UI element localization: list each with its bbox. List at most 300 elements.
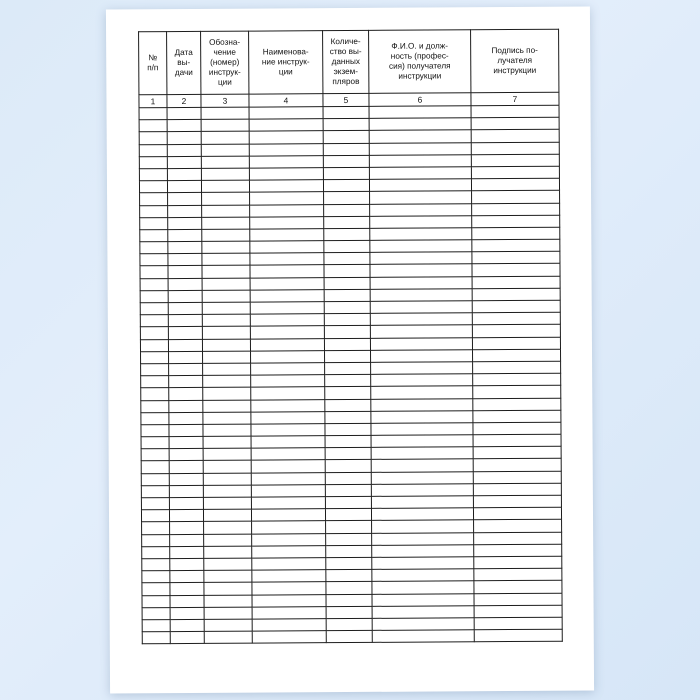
table-cell[interactable] bbox=[141, 498, 169, 510]
table-cell[interactable] bbox=[369, 130, 471, 143]
table-cell[interactable] bbox=[473, 398, 561, 411]
table-cell[interactable] bbox=[141, 510, 169, 522]
table-cell[interactable] bbox=[474, 629, 562, 642]
table-cell[interactable] bbox=[474, 520, 562, 533]
table-cell[interactable] bbox=[473, 507, 561, 520]
table-cell[interactable] bbox=[471, 154, 559, 167]
table-cell[interactable] bbox=[370, 191, 472, 204]
table-cell[interactable] bbox=[202, 278, 250, 290]
table-cell[interactable] bbox=[201, 156, 249, 168]
table-cell[interactable] bbox=[251, 350, 325, 363]
table-cell[interactable] bbox=[142, 632, 170, 644]
table-cell[interactable] bbox=[369, 142, 471, 155]
table-cell[interactable] bbox=[251, 460, 325, 473]
table-cell[interactable] bbox=[168, 266, 202, 278]
table-cell[interactable] bbox=[201, 144, 249, 156]
table-cell[interactable] bbox=[139, 181, 167, 193]
table-cell[interactable] bbox=[169, 424, 203, 436]
table-cell[interactable] bbox=[324, 265, 370, 277]
table-cell[interactable] bbox=[371, 423, 473, 436]
table-cell[interactable] bbox=[202, 229, 250, 241]
table-cell[interactable] bbox=[168, 315, 202, 327]
table-cell[interactable] bbox=[168, 254, 202, 266]
table-cell[interactable] bbox=[372, 520, 474, 533]
table-cell[interactable] bbox=[371, 435, 473, 448]
table-cell[interactable] bbox=[324, 204, 370, 216]
table-cell[interactable] bbox=[203, 400, 251, 412]
table-cell[interactable] bbox=[250, 192, 324, 205]
table-cell[interactable] bbox=[204, 534, 252, 546]
table-cell[interactable] bbox=[141, 364, 169, 376]
table-cell[interactable] bbox=[326, 557, 372, 569]
table-cell[interactable] bbox=[474, 581, 562, 594]
table-cell[interactable] bbox=[202, 302, 250, 314]
table-cell[interactable] bbox=[141, 473, 169, 485]
table-cell[interactable] bbox=[250, 204, 324, 217]
table-cell[interactable] bbox=[371, 471, 473, 484]
table-cell[interactable] bbox=[472, 349, 560, 362]
table-cell[interactable] bbox=[474, 544, 562, 557]
table-cell[interactable] bbox=[252, 606, 326, 619]
table-cell[interactable] bbox=[203, 497, 251, 509]
table-cell[interactable] bbox=[324, 301, 370, 313]
table-cell[interactable] bbox=[326, 618, 372, 630]
table-cell[interactable] bbox=[370, 240, 472, 253]
table-cell[interactable] bbox=[170, 631, 204, 643]
table-cell[interactable] bbox=[202, 326, 250, 338]
table-cell[interactable] bbox=[204, 546, 252, 558]
table-cell[interactable] bbox=[371, 350, 473, 363]
table-cell[interactable] bbox=[472, 239, 560, 252]
table-cell[interactable] bbox=[141, 388, 169, 400]
table-cell[interactable] bbox=[169, 461, 203, 473]
table-cell[interactable] bbox=[325, 496, 371, 508]
table-cell[interactable] bbox=[250, 265, 324, 278]
table-cell[interactable] bbox=[203, 448, 251, 460]
table-cell[interactable] bbox=[203, 387, 251, 399]
table-cell[interactable] bbox=[324, 338, 370, 350]
table-cell[interactable] bbox=[472, 215, 560, 228]
table-cell[interactable] bbox=[252, 558, 326, 571]
table-cell[interactable] bbox=[140, 327, 168, 339]
table-cell[interactable] bbox=[324, 216, 370, 228]
table-cell[interactable] bbox=[326, 569, 372, 581]
table-cell[interactable] bbox=[202, 266, 250, 278]
table-cell[interactable] bbox=[168, 278, 202, 290]
table-cell[interactable] bbox=[169, 388, 203, 400]
table-cell[interactable] bbox=[142, 595, 170, 607]
table-cell[interactable] bbox=[371, 484, 473, 497]
table-cell[interactable] bbox=[474, 532, 562, 545]
table-cell[interactable] bbox=[141, 351, 169, 363]
table-cell[interactable] bbox=[371, 374, 473, 387]
table-cell[interactable] bbox=[473, 373, 561, 386]
table-cell[interactable] bbox=[372, 544, 474, 557]
table-cell[interactable] bbox=[249, 119, 323, 132]
table-cell[interactable] bbox=[141, 376, 169, 388]
table-cell[interactable] bbox=[140, 229, 168, 241]
table-cell[interactable] bbox=[251, 387, 325, 400]
table-cell[interactable] bbox=[250, 314, 324, 327]
table-cell[interactable] bbox=[472, 325, 560, 338]
table-cell[interactable] bbox=[168, 193, 202, 205]
table-cell[interactable] bbox=[202, 253, 250, 265]
table-cell[interactable] bbox=[201, 168, 249, 180]
table-cell[interactable] bbox=[169, 473, 203, 485]
table-cell[interactable] bbox=[369, 118, 471, 131]
table-cell[interactable] bbox=[474, 617, 562, 630]
table-cell[interactable] bbox=[370, 289, 472, 302]
table-cell[interactable] bbox=[204, 521, 252, 533]
table-cell[interactable] bbox=[167, 168, 201, 180]
table-cell[interactable] bbox=[326, 545, 372, 557]
table-cell[interactable] bbox=[201, 119, 249, 131]
table-cell[interactable] bbox=[471, 166, 559, 179]
table-cell[interactable] bbox=[472, 337, 560, 350]
table-cell[interactable] bbox=[170, 558, 204, 570]
table-cell[interactable] bbox=[325, 472, 371, 484]
table-cell[interactable] bbox=[474, 593, 562, 606]
table-cell[interactable] bbox=[369, 167, 471, 180]
table-cell[interactable] bbox=[251, 509, 325, 522]
table-cell[interactable] bbox=[203, 461, 251, 473]
table-cell[interactable] bbox=[170, 619, 204, 631]
table-cell[interactable] bbox=[370, 313, 472, 326]
table-cell[interactable] bbox=[250, 277, 324, 290]
table-cell[interactable] bbox=[325, 411, 371, 423]
table-cell[interactable] bbox=[325, 509, 371, 521]
table-cell[interactable] bbox=[473, 483, 561, 496]
table-cell[interactable] bbox=[472, 276, 560, 289]
table-cell[interactable] bbox=[250, 326, 324, 339]
table-cell[interactable] bbox=[252, 570, 326, 583]
table-cell[interactable] bbox=[142, 534, 170, 546]
table-cell[interactable] bbox=[370, 264, 472, 277]
table-cell[interactable] bbox=[202, 241, 250, 253]
table-cell[interactable] bbox=[371, 410, 473, 423]
table-cell[interactable] bbox=[473, 410, 561, 423]
table-cell[interactable] bbox=[326, 533, 372, 545]
table-cell[interactable] bbox=[141, 485, 169, 497]
table-cell[interactable] bbox=[140, 254, 168, 266]
table-cell[interactable] bbox=[203, 509, 251, 521]
table-cell[interactable] bbox=[250, 253, 324, 266]
table-cell[interactable] bbox=[249, 155, 323, 168]
table-cell[interactable] bbox=[168, 205, 202, 217]
table-cell[interactable] bbox=[170, 595, 204, 607]
table-cell[interactable] bbox=[251, 436, 325, 449]
table-cell[interactable] bbox=[252, 582, 326, 595]
table-cell[interactable] bbox=[371, 496, 473, 509]
table-cell[interactable] bbox=[325, 350, 371, 362]
table-cell[interactable] bbox=[142, 619, 170, 631]
table-cell[interactable] bbox=[372, 569, 474, 582]
table-cell[interactable] bbox=[204, 595, 252, 607]
table-cell[interactable] bbox=[251, 363, 325, 376]
table-cell[interactable] bbox=[250, 229, 324, 242]
table-cell[interactable] bbox=[252, 533, 326, 546]
table-cell[interactable] bbox=[325, 448, 371, 460]
table-cell[interactable] bbox=[370, 337, 472, 350]
table-cell[interactable] bbox=[323, 155, 369, 167]
table-cell[interactable] bbox=[170, 571, 204, 583]
table-cell[interactable] bbox=[142, 583, 170, 595]
table-cell[interactable] bbox=[324, 228, 370, 240]
table-cell[interactable] bbox=[371, 362, 473, 375]
table-cell[interactable] bbox=[139, 132, 167, 144]
table-cell[interactable] bbox=[249, 168, 323, 181]
table-cell[interactable] bbox=[170, 546, 204, 558]
table-cell[interactable] bbox=[250, 302, 324, 315]
table-cell[interactable] bbox=[472, 300, 560, 313]
table-cell[interactable] bbox=[140, 205, 168, 217]
table-cell[interactable] bbox=[140, 193, 168, 205]
table-cell[interactable] bbox=[202, 339, 250, 351]
table-cell[interactable] bbox=[372, 630, 474, 643]
table-cell[interactable] bbox=[141, 412, 169, 424]
table-cell[interactable] bbox=[204, 619, 252, 631]
table-cell[interactable] bbox=[251, 399, 325, 412]
table-cell[interactable] bbox=[203, 473, 251, 485]
table-cell[interactable] bbox=[370, 228, 472, 241]
table-cell[interactable] bbox=[139, 120, 167, 132]
table-cell[interactable] bbox=[169, 412, 203, 424]
table-cell[interactable] bbox=[252, 619, 326, 632]
table-cell[interactable] bbox=[169, 400, 203, 412]
table-cell[interactable] bbox=[323, 167, 369, 179]
table-cell[interactable] bbox=[372, 581, 474, 594]
table-cell[interactable] bbox=[201, 180, 249, 192]
table-cell[interactable] bbox=[169, 510, 203, 522]
table-cell[interactable] bbox=[167, 181, 201, 193]
table-cell[interactable] bbox=[140, 339, 168, 351]
table-cell[interactable] bbox=[249, 180, 323, 193]
table-cell[interactable] bbox=[326, 521, 372, 533]
table-cell[interactable] bbox=[204, 570, 252, 582]
table-cell[interactable] bbox=[472, 203, 560, 216]
table-cell[interactable] bbox=[250, 241, 324, 254]
table-cell[interactable] bbox=[371, 398, 473, 411]
table-cell[interactable] bbox=[141, 424, 169, 436]
table-cell[interactable] bbox=[204, 607, 252, 619]
table-cell[interactable] bbox=[140, 315, 168, 327]
table-cell[interactable] bbox=[472, 191, 560, 204]
table-cell[interactable] bbox=[250, 338, 324, 351]
table-cell[interactable] bbox=[326, 606, 372, 618]
table-cell[interactable] bbox=[139, 108, 167, 120]
table-cell[interactable] bbox=[471, 178, 559, 191]
table-cell[interactable] bbox=[250, 289, 324, 302]
table-cell[interactable] bbox=[371, 459, 473, 472]
table-cell[interactable] bbox=[142, 546, 170, 558]
table-cell[interactable] bbox=[170, 522, 204, 534]
table-cell[interactable] bbox=[201, 107, 249, 119]
table-cell[interactable] bbox=[168, 339, 202, 351]
table-cell[interactable] bbox=[252, 631, 326, 644]
table-cell[interactable] bbox=[252, 594, 326, 607]
table-cell[interactable] bbox=[370, 301, 472, 314]
table-cell[interactable] bbox=[252, 521, 326, 534]
table-cell[interactable] bbox=[251, 424, 325, 437]
table-cell[interactable] bbox=[140, 217, 168, 229]
table-cell[interactable] bbox=[139, 169, 167, 181]
table-cell[interactable] bbox=[324, 289, 370, 301]
table-cell[interactable] bbox=[141, 437, 169, 449]
table-cell[interactable] bbox=[251, 472, 325, 485]
table-cell[interactable] bbox=[203, 436, 251, 448]
table-cell[interactable] bbox=[169, 449, 203, 461]
table-cell[interactable] bbox=[369, 155, 471, 168]
table-cell[interactable] bbox=[473, 459, 561, 472]
table-cell[interactable] bbox=[170, 534, 204, 546]
table-cell[interactable] bbox=[142, 571, 170, 583]
table-cell[interactable] bbox=[474, 605, 562, 618]
table-cell[interactable] bbox=[324, 326, 370, 338]
table-cell[interactable] bbox=[170, 607, 204, 619]
table-cell[interactable] bbox=[372, 605, 474, 618]
table-cell[interactable] bbox=[169, 376, 203, 388]
table-cell[interactable] bbox=[471, 117, 559, 130]
table-cell[interactable] bbox=[251, 484, 325, 497]
table-cell[interactable] bbox=[370, 252, 472, 265]
table-cell[interactable] bbox=[140, 290, 168, 302]
table-cell[interactable] bbox=[142, 559, 170, 571]
table-cell[interactable] bbox=[324, 277, 370, 289]
table-cell[interactable] bbox=[325, 423, 371, 435]
table-cell[interactable] bbox=[202, 290, 250, 302]
table-cell[interactable] bbox=[323, 106, 369, 118]
table-cell[interactable] bbox=[167, 107, 201, 119]
table-cell[interactable] bbox=[370, 215, 472, 228]
table-cell[interactable] bbox=[249, 131, 323, 144]
table-cell[interactable] bbox=[323, 180, 369, 192]
table-cell[interactable] bbox=[169, 363, 203, 375]
table-cell[interactable] bbox=[326, 582, 372, 594]
table-cell[interactable] bbox=[471, 130, 559, 143]
table-cell[interactable] bbox=[473, 446, 561, 459]
table-cell[interactable] bbox=[251, 497, 325, 510]
table-cell[interactable] bbox=[251, 375, 325, 388]
table-cell[interactable] bbox=[141, 400, 169, 412]
table-cell[interactable] bbox=[249, 143, 323, 156]
table-cell[interactable] bbox=[203, 375, 251, 387]
table-cell[interactable] bbox=[325, 484, 371, 496]
table-cell[interactable] bbox=[471, 142, 559, 155]
table-cell[interactable] bbox=[472, 288, 560, 301]
table-cell[interactable] bbox=[370, 276, 472, 289]
table-cell[interactable] bbox=[140, 303, 168, 315]
table-cell[interactable] bbox=[325, 399, 371, 411]
table-cell[interactable] bbox=[474, 556, 562, 569]
table-cell[interactable] bbox=[203, 485, 251, 497]
table-cell[interactable] bbox=[204, 582, 252, 594]
table-row[interactable] bbox=[142, 629, 562, 644]
table-cell[interactable] bbox=[140, 242, 168, 254]
table-cell[interactable] bbox=[139, 144, 167, 156]
table-cell[interactable] bbox=[203, 424, 251, 436]
table-cell[interactable] bbox=[168, 217, 202, 229]
table-cell[interactable] bbox=[370, 325, 472, 338]
table-cell[interactable] bbox=[203, 412, 251, 424]
table-cell[interactable] bbox=[325, 387, 371, 399]
table-cell[interactable] bbox=[371, 508, 473, 521]
table-cell[interactable] bbox=[252, 545, 326, 558]
table-cell[interactable] bbox=[473, 386, 561, 399]
table-cell[interactable] bbox=[323, 131, 369, 143]
table-cell[interactable] bbox=[324, 192, 370, 204]
table-cell[interactable] bbox=[372, 532, 474, 545]
table-cell[interactable] bbox=[471, 105, 559, 118]
table-cell[interactable] bbox=[170, 583, 204, 595]
table-cell[interactable] bbox=[472, 312, 560, 325]
table-cell[interactable] bbox=[472, 251, 560, 264]
table-cell[interactable] bbox=[201, 131, 249, 143]
table-cell[interactable] bbox=[203, 363, 251, 375]
table-cell[interactable] bbox=[324, 253, 370, 265]
table-cell[interactable] bbox=[473, 422, 561, 435]
table-cell[interactable] bbox=[251, 411, 325, 424]
table-cell[interactable] bbox=[142, 607, 170, 619]
table-cell[interactable] bbox=[372, 557, 474, 570]
table-cell[interactable] bbox=[168, 327, 202, 339]
table-cell[interactable] bbox=[202, 192, 250, 204]
table-cell[interactable] bbox=[169, 436, 203, 448]
table-cell[interactable] bbox=[326, 594, 372, 606]
table-cell[interactable] bbox=[167, 156, 201, 168]
table-cell[interactable] bbox=[167, 120, 201, 132]
table-cell[interactable] bbox=[325, 362, 371, 374]
table-cell[interactable] bbox=[168, 229, 202, 241]
table-cell[interactable] bbox=[372, 618, 474, 631]
table-cell[interactable] bbox=[371, 447, 473, 460]
table-cell[interactable] bbox=[250, 216, 324, 229]
table-cell[interactable] bbox=[168, 290, 202, 302]
table-cell[interactable] bbox=[202, 217, 250, 229]
table-cell[interactable] bbox=[142, 522, 170, 534]
table-cell[interactable] bbox=[140, 266, 168, 278]
table-cell[interactable] bbox=[168, 302, 202, 314]
table-cell[interactable] bbox=[473, 361, 561, 374]
table-cell[interactable] bbox=[203, 351, 251, 363]
table-cell[interactable] bbox=[141, 461, 169, 473]
table-cell[interactable] bbox=[168, 241, 202, 253]
table-cell[interactable] bbox=[249, 107, 323, 120]
table-cell[interactable] bbox=[204, 558, 252, 570]
table-cell[interactable] bbox=[473, 434, 561, 447]
table-cell[interactable] bbox=[323, 119, 369, 131]
table-cell[interactable] bbox=[325, 374, 371, 386]
table-cell[interactable] bbox=[369, 106, 471, 119]
table-cell[interactable] bbox=[472, 227, 560, 240]
table-cell[interactable] bbox=[372, 593, 474, 606]
table-cell[interactable] bbox=[251, 448, 325, 461]
table-cell[interactable] bbox=[140, 278, 168, 290]
table-cell[interactable] bbox=[204, 631, 252, 643]
table-cell[interactable] bbox=[169, 351, 203, 363]
table-cell[interactable] bbox=[474, 568, 562, 581]
table-cell[interactable] bbox=[202, 205, 250, 217]
table-cell[interactable] bbox=[326, 630, 372, 642]
table-cell[interactable] bbox=[369, 179, 471, 192]
table-cell[interactable] bbox=[325, 435, 371, 447]
table-cell[interactable] bbox=[324, 240, 370, 252]
table-cell[interactable] bbox=[167, 144, 201, 156]
table-cell[interactable] bbox=[325, 460, 371, 472]
table-cell[interactable] bbox=[473, 471, 561, 484]
table-cell[interactable] bbox=[370, 203, 472, 216]
table-cell[interactable] bbox=[202, 314, 250, 326]
table-cell[interactable] bbox=[472, 264, 560, 277]
